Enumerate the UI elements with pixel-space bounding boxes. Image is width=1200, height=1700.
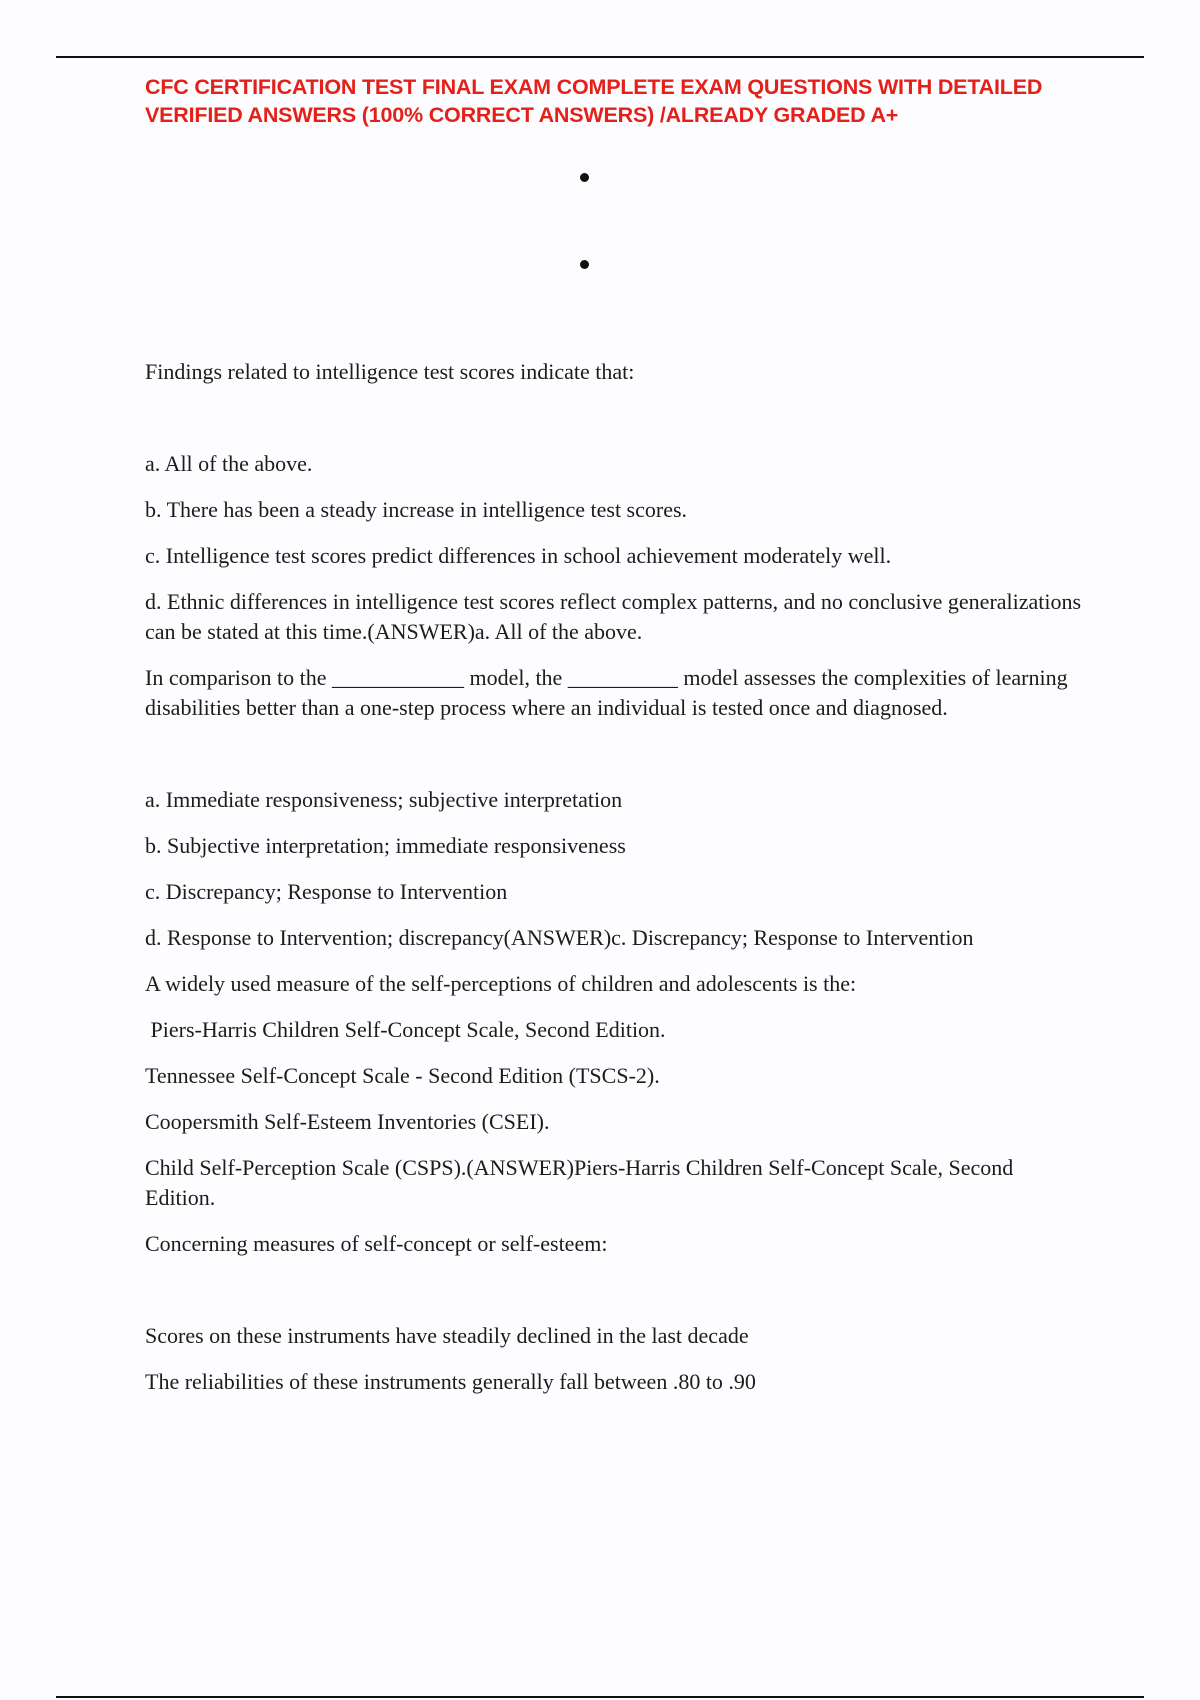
q3-question: A widely used measure of the self-perceptions of children and adolescents is the: [145,971,857,996]
q4-question: Concerning measures of self-concept or self-esteem: [145,1231,608,1256]
q2-option-a: a. Immediate responsiveness; subjective interpretation [145,787,623,812]
q2-option-b: b. Subjective interpretation; immediate responsiveness [145,833,626,858]
q1-option-b: b. There has been a steady increase in intelligence test scores. [145,497,688,522]
bullet-1 [580,173,589,182]
q1-option-c: c. Intelligence test scores predict differences in school achievement moderately well. [145,543,892,568]
q3-option-b: Tennessee Self-Concept Scale - Second Edition (TSCS-2). [145,1063,660,1088]
document-title: CFC CERTIFICATION TEST FINAL EXAM COMPLETE EXAM QUESTIONS WITH DETAILED VERIFIED ANSWERS (100% CORRECT ANSWERS) /ALREADY GRADED A+ [145,75,1043,127]
q2-question: In comparison to the ____________ model, the __________ model assesses the complexities of learning disabilities better than a one-step process where an individual is tested once and diagnosed. [145,665,1068,720]
bullet-2 [580,260,589,269]
q3-option-c: Coopersmith Self-Esteem Inventories (CSEI). [145,1109,550,1134]
q2-option-d: d. Response to Intervention; discrepancy(ANSWER)c. Discrepancy; Response to Intervention [145,925,974,950]
q3-option-d: Child Self-Perception Scale (CSPS).(ANSWER)Piers-Harris Children Self-Concept Scale, Second Edition. [145,1155,1014,1210]
q1-option-d: d. Ethnic differences in intelligence test scores reflect complex patterns, and no conclusive generalizations can be stated at this time.(ANSWER)a. All of the above. [145,589,1082,644]
q1-option-a: a. All of the above. [145,451,313,476]
top-rule [56,56,1144,58]
q4-option-a: Scores on these instruments have steadily declined in the last decade [145,1323,749,1348]
q4-option-b: The reliabilities of these instruments generally fall between .80 to .90 [145,1369,756,1394]
bottom-rule [56,1696,1144,1698]
q2-option-c: c. Discrepancy; Response to Intervention [145,879,508,904]
q3-option-a: Piers-Harris Children Self-Concept Scale, Second Edition. [145,1017,666,1042]
q1-question: Findings related to intelligence test scores indicate that: [145,359,635,384]
document-body [145,357,1085,1397]
